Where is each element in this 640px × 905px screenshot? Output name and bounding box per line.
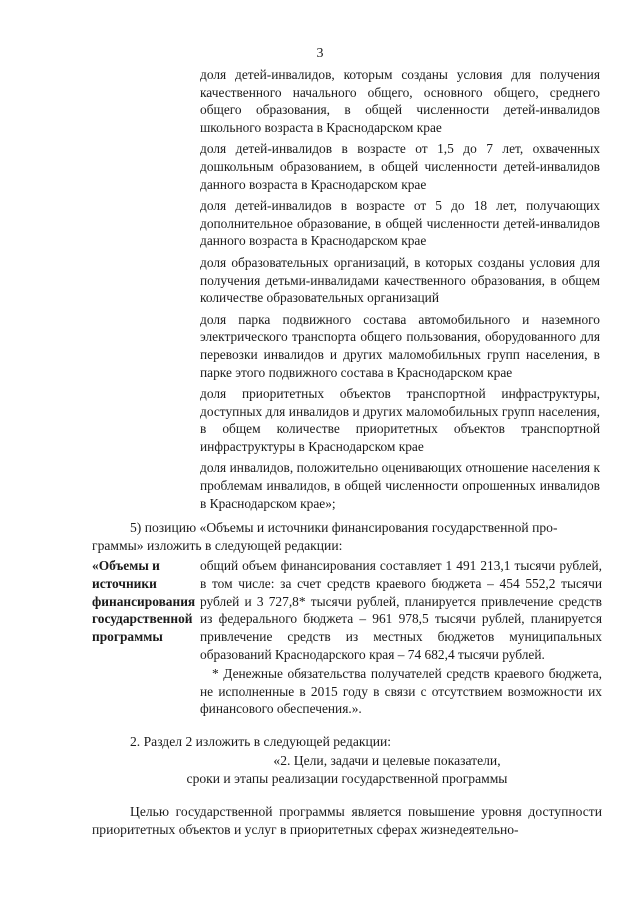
indicator-item: доля детей-инвалидов в возрасте от 1,5 до 7 лет, охваченных дошкольным образованием, в общей численности детей-инвалидов данного возраста в Краснодарском крае — [200, 141, 600, 192]
funding-label: «Объемы и источники финансирования государственной программы — [92, 558, 196, 645]
funding-note: * Денежные обязательства получателей средств краевого бюджета, не исполненные в 2015 году в связи с отсутствием возможности их финансового обеспечения.». — [200, 665, 602, 717]
funding-text: общий объем финансирования составляет 1 491 213,1 тысячи рублей, в том числе: за счет средств краевого бюджета – 454 552,2 тысячи рублей и 3 727,8* тысячи рублей, планируется привлечение средств из федерального бюджета – 961 978,5 тысячи рублей, планируется привлечение средств из местных бюджетов муниципальных образований Краснодарского края – 74 682,4 тысячи рублей. — [200, 558, 602, 662]
funding-value — [200, 557, 602, 718]
section-title-line1: «2. Цели, задачи и целевые показатели, — [273, 753, 501, 768]
indicator-item: доля парка подвижного состава автомобильного и наземного электрического транспорта общего пользования, оборудованного для перевозки инвалидов и других маломобильных групп населения, в парке этого подвижного состава в Краснодарском крае — [200, 311, 600, 380]
indicators-list — [200, 66, 600, 516]
indicator-item: доля приоритетных объектов транспортной инфраструктуры, доступных для инвалидов и других маломобильных групп населения, в общем количестве приоритетных объектов транспортной инфраструктуры в Краснодарском крае — [200, 386, 600, 454]
section2-intro: 2. Раздел 2 изложить в следующей редакции: — [130, 734, 392, 749]
section-title — [92, 752, 602, 788]
indicator-item: доля детей-инвалидов в возрасте от 5 до 18 лет, получающих дополнительное образование, в общей численности детей-инвалидов данного возраста в Краснодарском крае — [200, 198, 600, 249]
final-paragraph-text: Целью государственной программы является повышение уровня доступности приоритетных объектов и услуг в приоритетных сферах жизнедеятельно- — [92, 804, 602, 837]
final-paragraph — [92, 803, 602, 839]
indicator-item: доля инвалидов, положительно оценивающих отношение населения к проблемам инвалидов, в общей численности опрошенных инвалидов в Краснодарском крае»; — [200, 460, 600, 511]
page-number: 3 — [316, 46, 324, 61]
item-5 — [130, 519, 602, 537]
indicator-item: доля образовательных организаций, в которых созданы условия для получения детьми-инвалидами качественного образования, в общем количестве образовательных организаций — [200, 254, 600, 306]
indicator-item: доля детей-инвалидов, которым созданы условия для получения качественного начального общего, основного общего, среднего общего образования, в общей численности детей-инвалидов школьного возраста в Краснодарском крае — [200, 67, 600, 135]
section-title-line2: сроки и этапы реализации государственной программы — [186, 771, 508, 786]
item-5-line1: 5) позицию «Объемы и источники финансирования государственной про- — [130, 520, 558, 535]
item-5-line2: граммы» изложить в следующей редакции: — [92, 538, 343, 553]
